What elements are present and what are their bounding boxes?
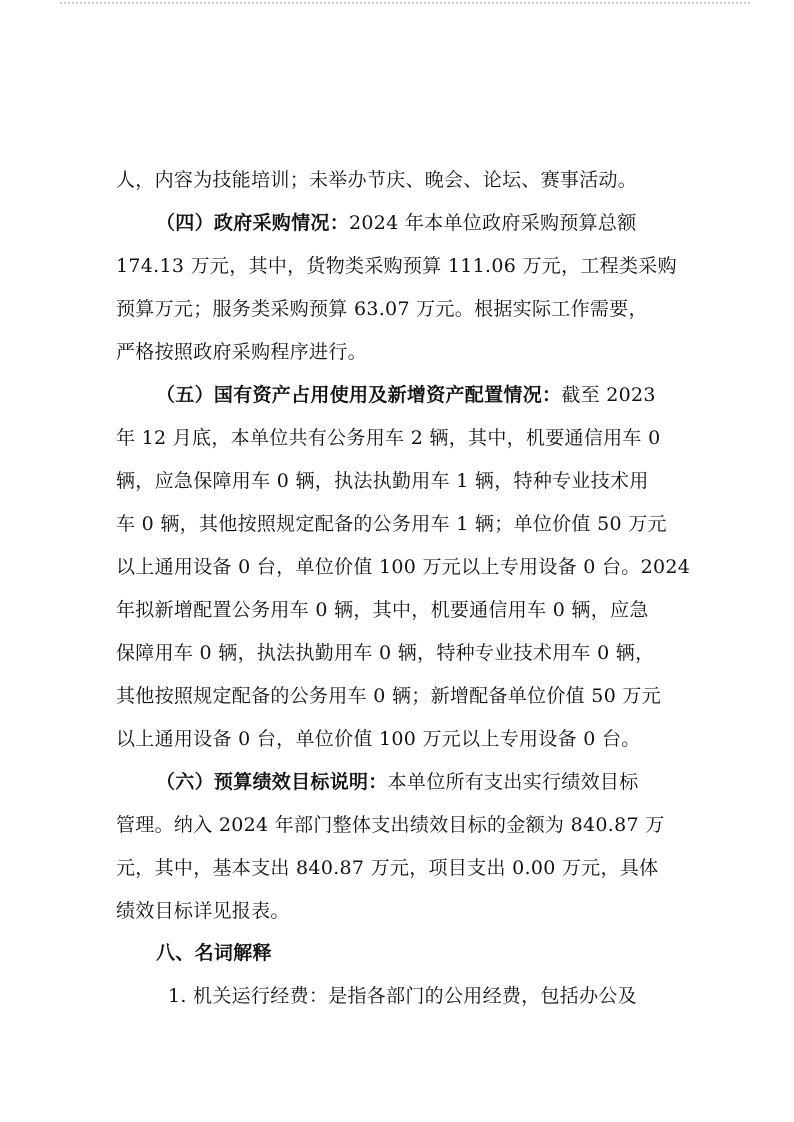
assets-line-6 [116, 600, 649, 621]
performance-heading: （六）预算绩效目标说明： [156, 771, 388, 793]
glossary-heading: 八、名词解释 [156, 942, 272, 964]
procurement-heading: （四）政府采购情况： [156, 212, 350, 234]
assets-line-9 [116, 729, 641, 750]
assets-line-5 [116, 557, 690, 578]
assets-text-1: 截至 2023 [561, 384, 656, 406]
scan-edge-line [60, 2, 750, 6]
assets-text-4: 车 0 辆，其他按照规定配备的公务用车 1 辆；单位价值 50 万元 [116, 513, 667, 535]
performance-line-1 [156, 772, 639, 793]
assets-text-3: 辆，应急保障用车 0 辆，执法执勤用车 1 辆，特种专业技术用 [116, 470, 649, 492]
assets-line-7 [116, 643, 654, 664]
performance-text-3: 元，其中，基本支出 840.87 万元，项目支出 0.00 万元，具体 [116, 857, 659, 879]
performance-line-4 [116, 901, 290, 922]
glossary-item-1-line [168, 986, 637, 1007]
glossary-item-1: 1. 机关运行经费：是指各部门的公用经费，包括办公及 [168, 985, 637, 1007]
assets-text-5: 以上通用设备 0 台，单位价值 100 万元以上专用设备 0 台。2024 [116, 556, 691, 578]
assets-text-9: 以上通用设备 0 台，单位价值 100 万元以上专用设备 0 台。 [116, 728, 641, 750]
procurement-text-2: 174.13 万元，其中，货物类采购预算 111.06 万元，工程类采购 [116, 255, 677, 277]
procurement-line-3 [116, 299, 648, 320]
assets-text-8: 其他按照规定配备的公务用车 0 辆；新增配备单位价值 50 万元 [116, 685, 662, 707]
intro-line [116, 170, 637, 191]
intro-text: 人，内容为技能培训；未举办节庆、晚会、论坛、赛事活动。 [116, 169, 638, 191]
procurement-text-3: 预算万元；服务类采购预算 63.07 万元。根据实际工作需要， [116, 298, 648, 320]
assets-line-8 [116, 686, 661, 707]
glossary-heading-line [156, 943, 272, 964]
assets-heading: （五）国有资产占用使用及新增资产配置情况： [156, 384, 562, 406]
assets-line-1 [156, 385, 656, 406]
assets-line-4 [116, 514, 667, 535]
performance-text-1: 本单位所有支出实行绩效目标 [387, 771, 639, 793]
procurement-text-4: 严格按照政府采购程序进行。 [116, 341, 367, 363]
assets-text-2: 年 12 月底，本单位共有公务用车 2 辆，其中，机要通信用车 0 [116, 427, 661, 449]
performance-text-4: 绩效目标详见报表。 [116, 900, 290, 922]
assets-text-7: 保障用车 0 辆，执法执勤用车 0 辆，特种专业技术用车 0 辆， [116, 642, 655, 664]
procurement-line-4 [116, 342, 367, 363]
assets-text-6: 年拟新增配置公务用车 0 辆，其中，机要通信用车 0 辆，应急 [116, 599, 649, 621]
performance-text-2: 管理。纳入 2024 年部门整体支出绩效目标的金额为 840.87 万 [116, 814, 665, 836]
performance-line-3 [116, 858, 658, 879]
procurement-line-1 [156, 213, 637, 234]
assets-line-3 [116, 471, 649, 492]
performance-line-2 [116, 815, 665, 836]
procurement-text-1: 2024 年本单位政府采购预算总额 [349, 212, 637, 234]
procurement-line-2 [116, 256, 677, 277]
assets-line-2 [116, 428, 660, 449]
